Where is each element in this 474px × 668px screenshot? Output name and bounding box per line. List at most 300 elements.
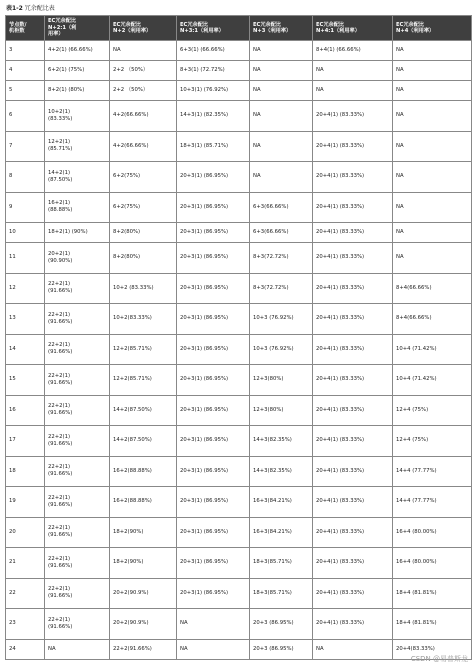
table-body xyxy=(6,41,472,660)
cell-text: 18+3(1) (85.71%) xyxy=(180,142,229,149)
cell-text: (90.90%) xyxy=(48,257,73,264)
ratio-cell xyxy=(393,243,472,274)
column-header-line: 用率） xyxy=(48,31,64,38)
cell-text: NA xyxy=(396,203,404,210)
ratio-cell xyxy=(177,131,250,162)
ratio-cell xyxy=(177,81,250,101)
ratio-cell xyxy=(313,192,393,223)
cell-text: 4+2(66.66%) xyxy=(113,142,149,149)
cell-text: (85.71%) xyxy=(48,146,73,153)
ratio-cell xyxy=(393,456,472,487)
cell-text: 12+3(80%) xyxy=(253,406,284,413)
ratio-cell xyxy=(45,578,110,609)
cell-text: 20+3(1) (86.95%) xyxy=(180,498,229,505)
cell-text: NA xyxy=(253,112,261,119)
cell-text: 20+3(1) (86.95%) xyxy=(180,345,229,352)
ratio-cell xyxy=(393,131,472,162)
ratio-cell xyxy=(393,192,472,223)
ratio-cell xyxy=(393,426,472,457)
ratio-cell xyxy=(177,548,250,579)
caption-label: 表1-2 xyxy=(6,5,23,12)
cell-text: (91.66%) xyxy=(48,410,73,417)
table-row xyxy=(6,395,472,426)
ratio-cell xyxy=(250,395,313,426)
cell-text: 12+2(85.71%) xyxy=(113,345,152,352)
cell-text: 12+2(85.71%) xyxy=(113,376,152,383)
ratio-cell xyxy=(393,81,472,101)
cell-text: 6+3(1) (66.66%) xyxy=(180,47,225,53)
node-count-cell xyxy=(6,81,45,101)
column-header-line: 机柜数 xyxy=(9,28,25,34)
ratio-cell xyxy=(250,41,313,61)
ratio-cell xyxy=(250,243,313,274)
cell-text: 20+3(1) (86.95%) xyxy=(180,467,229,474)
cell-text: (91.66%) xyxy=(48,288,73,295)
cell-text: 3 xyxy=(9,47,13,53)
ratio-cell xyxy=(45,517,110,548)
ratio-cell xyxy=(393,162,472,193)
node-count-cell xyxy=(6,243,45,274)
cell-text: 20+3(1) (86.95%) xyxy=(180,376,229,383)
cell-text: 20+3(1) (86.95%) xyxy=(180,437,229,444)
column-header-2 xyxy=(110,16,177,41)
ratio-cell xyxy=(110,426,177,457)
column-header-line: N+4:1（利用率） xyxy=(316,28,360,34)
ratio-cell xyxy=(250,162,313,193)
ratio-cell xyxy=(110,548,177,579)
ratio-cell xyxy=(45,131,110,162)
cell-text: NA xyxy=(396,173,404,180)
cell-text: (91.66%) xyxy=(48,623,73,630)
node-count-cell xyxy=(6,365,45,396)
cell-text: 20+3(1) (86.95%) xyxy=(180,284,229,291)
ratio-cell xyxy=(45,101,110,132)
cell-text: 8+4(1) (66.66%) xyxy=(316,47,361,53)
cell-text: 16+4 (80.00%) xyxy=(396,559,437,566)
cell-text: 14+2(87.50%) xyxy=(113,406,152,413)
ratio-cell xyxy=(250,639,313,659)
ratio-cell xyxy=(313,162,393,193)
ratio-cell xyxy=(45,365,110,396)
cell-text: 20+4(1) (83.33%) xyxy=(316,203,365,210)
ratio-cell xyxy=(110,304,177,335)
ratio-cell xyxy=(313,304,393,335)
column-header-6 xyxy=(393,16,472,41)
table-caption xyxy=(6,3,55,12)
ratio-cell xyxy=(313,334,393,365)
cell-text: NA xyxy=(396,254,404,261)
cell-text: 20+4(83.33%) xyxy=(396,645,435,652)
ratio-cell xyxy=(313,487,393,518)
node-count-cell xyxy=(6,609,45,640)
cell-text: 20+4(1) (83.33%) xyxy=(316,315,365,322)
ratio-cell xyxy=(110,101,177,132)
cell-text: 20+4(1) (83.33%) xyxy=(316,142,365,149)
cell-text: NA xyxy=(253,47,261,53)
cell-text: (83.33%) xyxy=(48,115,73,122)
cell-text: 10+2(1) xyxy=(48,108,71,115)
ratio-cell xyxy=(393,578,472,609)
ratio-cell xyxy=(177,243,250,274)
ratio-cell xyxy=(110,578,177,609)
ratio-cell xyxy=(393,609,472,640)
node-count-cell xyxy=(6,334,45,365)
ratio-cell xyxy=(250,81,313,101)
cell-text: 6 xyxy=(9,112,13,119)
ratio-cell xyxy=(177,609,250,640)
ratio-cell xyxy=(250,548,313,579)
ratio-cell xyxy=(313,273,393,304)
ratio-cell xyxy=(45,243,110,274)
cell-text: 22+2(1) xyxy=(48,525,71,532)
cell-text: 8+2(1) (80%) xyxy=(48,87,85,93)
node-count-cell xyxy=(6,487,45,518)
node-count-cell xyxy=(6,41,45,61)
cell-text: NA xyxy=(316,645,324,652)
cell-text: (91.66%) xyxy=(48,440,73,447)
ratio-cell xyxy=(250,304,313,335)
table-row xyxy=(6,517,472,548)
cell-text: 9 xyxy=(9,203,13,210)
cell-text: 10+3(1) (76.92%) xyxy=(180,87,229,93)
table-row xyxy=(6,81,472,101)
cell-text: 6+2(75%) xyxy=(113,203,141,210)
cell-text: 18+3(85.71%) xyxy=(253,589,292,596)
ratio-cell xyxy=(250,426,313,457)
cell-text: 20+2(90.9%) xyxy=(113,620,149,627)
node-count-cell xyxy=(6,131,45,162)
ratio-cell xyxy=(313,456,393,487)
cell-text: 20+3(1) (86.95%) xyxy=(180,406,229,413)
ratio-cell xyxy=(45,81,110,101)
cell-text: NA xyxy=(316,87,324,93)
ratio-cell xyxy=(45,223,110,243)
cell-text: 14+2(87.50%) xyxy=(113,437,152,444)
ratio-cell xyxy=(313,243,393,274)
cell-text: 18 xyxy=(9,467,16,474)
redundancy-ratio-table xyxy=(5,15,472,660)
cell-text: 5 xyxy=(9,87,13,93)
table-row xyxy=(6,548,472,579)
table-row xyxy=(6,131,472,162)
cell-text: 10+2 (83.33%) xyxy=(113,284,154,291)
ratio-cell xyxy=(313,223,393,243)
cell-text: 20+3(1) (86.95%) xyxy=(180,203,229,210)
node-count-cell xyxy=(6,578,45,609)
ratio-cell xyxy=(393,41,472,61)
cell-text: (91.66%) xyxy=(48,471,73,478)
table-row xyxy=(6,223,472,243)
ratio-cell xyxy=(313,365,393,396)
ratio-cell xyxy=(313,395,393,426)
node-count-cell xyxy=(6,273,45,304)
cell-text: 20+4(1) (83.33%) xyxy=(316,345,365,352)
table-row xyxy=(6,639,472,659)
cell-text: 22+2(1) xyxy=(48,433,71,440)
cell-text: 20+3(1) (86.95%) xyxy=(180,589,229,596)
cell-text: (91.66%) xyxy=(48,593,73,600)
ratio-cell xyxy=(110,223,177,243)
table-row xyxy=(6,192,472,223)
ratio-cell xyxy=(177,395,250,426)
column-header-line: EC冗余配比 xyxy=(180,21,209,28)
ratio-cell xyxy=(45,395,110,426)
column-header-line: N+3:1（利用率） xyxy=(180,28,224,34)
table-row xyxy=(6,426,472,457)
ratio-cell xyxy=(110,273,177,304)
cell-text: 20+4(1) (83.33%) xyxy=(316,437,365,444)
column-header-line: EC冗余配比 xyxy=(113,21,142,28)
cell-text: 6+2(75%) xyxy=(113,173,141,180)
cell-text: 20+4(1) (83.33%) xyxy=(316,173,365,180)
cell-text: NA xyxy=(253,87,261,93)
table-row xyxy=(6,609,472,640)
cell-text: 20+3(1) (86.95%) xyxy=(180,229,229,235)
cell-text: (91.66%) xyxy=(48,318,73,325)
cell-text: 8 xyxy=(9,173,13,180)
ratio-cell xyxy=(177,426,250,457)
cell-text: 22+2(1) xyxy=(48,494,71,501)
ratio-cell xyxy=(393,517,472,548)
ratio-cell xyxy=(45,639,110,659)
cell-text: 8+2(80%) xyxy=(113,254,141,261)
column-header-0 xyxy=(6,16,45,41)
cell-text: 17 xyxy=(9,437,16,444)
ratio-cell xyxy=(393,395,472,426)
cell-text: NA xyxy=(396,112,404,119)
cell-text: 8+3(72.72%) xyxy=(253,254,289,261)
cell-text: 12+4 (75%) xyxy=(396,406,429,413)
ratio-cell xyxy=(393,304,472,335)
cell-text: 20+4(1) (83.33%) xyxy=(316,559,365,566)
cell-text: 20+3 (86.95%) xyxy=(253,645,294,652)
cell-text: 14+3(1) (82.35%) xyxy=(180,112,229,119)
cell-text: NA xyxy=(113,47,121,53)
table-row xyxy=(6,578,472,609)
cell-text: 14 xyxy=(9,345,16,352)
cell-text: 10 xyxy=(9,229,16,235)
cell-text: 7 xyxy=(9,142,13,149)
cell-text: 16+2(88.88%) xyxy=(113,467,152,474)
ratio-cell xyxy=(177,41,250,61)
column-header-1 xyxy=(45,16,110,41)
cell-text: NA xyxy=(253,142,261,149)
ratio-cell xyxy=(110,365,177,396)
node-count-cell xyxy=(6,517,45,548)
cell-text: 16+3(84.21%) xyxy=(253,498,292,505)
cell-text: 20+4(1) (83.33%) xyxy=(316,229,365,235)
cell-text: 20 xyxy=(9,528,16,535)
ratio-cell xyxy=(393,365,472,396)
csdn-watermark: CSDN @易普斯龙 xyxy=(410,655,468,663)
ratio-cell xyxy=(45,487,110,518)
table-row xyxy=(6,243,472,274)
cell-text: NA xyxy=(253,173,261,180)
ratio-cell xyxy=(177,61,250,81)
table-row xyxy=(6,41,472,61)
ratio-cell xyxy=(250,334,313,365)
cell-text: 2+2 （50%） xyxy=(113,87,149,93)
ratio-cell xyxy=(177,304,250,335)
node-count-cell xyxy=(6,639,45,659)
ratio-cell xyxy=(45,61,110,81)
ratio-cell xyxy=(393,487,472,518)
column-header-5 xyxy=(313,16,393,41)
column-header-line: N+2（利用率） xyxy=(113,28,152,34)
cell-text: 19 xyxy=(9,498,16,505)
cell-text: NA xyxy=(396,229,404,235)
ratio-cell xyxy=(177,223,250,243)
cell-text: NA xyxy=(396,87,404,93)
cell-text: 16+2(1) xyxy=(48,200,71,207)
cell-text: 8+2(80%) xyxy=(113,229,141,235)
ratio-cell xyxy=(110,334,177,365)
caption-title: 冗余配比表 xyxy=(24,5,55,12)
cell-text: 22+2(1) xyxy=(48,372,71,379)
cell-text: NA xyxy=(396,67,404,73)
cell-text: 6+2(1) (75%) xyxy=(48,67,85,73)
ratio-cell xyxy=(110,61,177,81)
cell-text: 12+4 (75%) xyxy=(396,437,429,444)
cell-text: 20+4(1) (83.33%) xyxy=(316,589,365,596)
ratio-cell xyxy=(250,487,313,518)
cell-text: 10+2(83.33%) xyxy=(113,315,152,322)
ratio-cell xyxy=(45,192,110,223)
ratio-cell xyxy=(45,304,110,335)
cell-text: 11 xyxy=(9,254,16,261)
cell-text: 18+2(90%) xyxy=(113,559,144,566)
ratio-cell xyxy=(177,456,250,487)
node-count-cell xyxy=(6,548,45,579)
cell-text: 10+4 (71.42%) xyxy=(396,376,437,383)
table-row xyxy=(6,365,472,396)
cell-text: 20+2(1) xyxy=(48,250,71,257)
cell-text: 10+4 (71.42%) xyxy=(396,345,437,352)
cell-text: 12+3(80%) xyxy=(253,376,284,383)
column-header-line: N+2:1（利 xyxy=(48,24,77,31)
cell-text: 22+2(1) xyxy=(48,464,71,471)
cell-text: 4+2(1) (66.66%) xyxy=(48,47,93,53)
ratio-cell xyxy=(393,334,472,365)
cell-text: 20+4(1) (83.33%) xyxy=(316,284,365,291)
ratio-cell xyxy=(110,639,177,659)
cell-text: 20+3(1) (86.95%) xyxy=(180,315,229,322)
cell-text: 12+2(1) xyxy=(48,139,71,146)
ratio-cell xyxy=(177,487,250,518)
cell-text: 14+4 (77.77%) xyxy=(396,498,437,505)
cell-text: 8+3(72.72%) xyxy=(253,284,289,291)
node-count-cell xyxy=(6,162,45,193)
ratio-cell xyxy=(313,81,393,101)
ratio-cell xyxy=(110,192,177,223)
cell-text: (91.66%) xyxy=(48,349,73,356)
cell-text: 8+4(66.66%) xyxy=(396,284,432,291)
cell-text: 20+4(1) (83.33%) xyxy=(316,376,365,383)
ratio-cell xyxy=(110,609,177,640)
cell-text: (91.66%) xyxy=(48,501,73,508)
cell-text: 15 xyxy=(9,376,16,383)
ratio-cell xyxy=(110,456,177,487)
ratio-cell xyxy=(110,41,177,61)
cell-text: 16+3(84.21%) xyxy=(253,528,292,535)
ratio-cell xyxy=(313,639,393,659)
ratio-cell xyxy=(110,81,177,101)
cell-text: 22 xyxy=(9,589,16,596)
cell-text: 13 xyxy=(9,315,16,322)
cell-text: 20+4(1) (83.33%) xyxy=(316,498,365,505)
column-header-line: N+3（利用率） xyxy=(253,28,292,34)
cell-text: 18+2(90%) xyxy=(113,528,144,535)
table-row xyxy=(6,334,472,365)
node-count-cell xyxy=(6,304,45,335)
ratio-cell xyxy=(177,192,250,223)
table-row xyxy=(6,101,472,132)
cell-text: 20+3(1) (86.95%) xyxy=(180,173,229,180)
cell-text: NA xyxy=(316,67,324,73)
cell-text: (88.88%) xyxy=(48,207,73,214)
ratio-cell xyxy=(313,548,393,579)
node-count-cell xyxy=(6,101,45,132)
cell-text: 18+3(85.71%) xyxy=(253,559,292,566)
ratio-cell xyxy=(45,456,110,487)
table-row xyxy=(6,273,472,304)
ratio-cell xyxy=(110,131,177,162)
cell-text: 22+2(1) xyxy=(48,281,71,288)
cell-text: NA xyxy=(180,645,188,652)
cell-text: 10+3 (76.92%) xyxy=(253,345,294,352)
ratio-cell xyxy=(250,101,313,132)
cell-text: 20+3 (86.95%) xyxy=(253,620,294,627)
cell-text: 20+3(1) (86.95%) xyxy=(180,559,229,566)
node-count-cell xyxy=(6,223,45,243)
table-row xyxy=(6,162,472,193)
cell-text: 14+3(82.35%) xyxy=(253,467,292,474)
ratio-cell xyxy=(177,517,250,548)
column-header-line: EC冗余配比 xyxy=(253,21,282,28)
ratio-cell xyxy=(177,639,250,659)
cell-text: 14+2(1) xyxy=(48,169,71,176)
cell-text: 10+3 (76.92%) xyxy=(253,315,294,322)
column-header-line: EC冗余配比 xyxy=(48,18,77,25)
ratio-cell xyxy=(45,273,110,304)
column-header-line: N+4（利用率） xyxy=(396,28,435,34)
cell-text: (91.66%) xyxy=(48,562,73,569)
ratio-cell xyxy=(250,131,313,162)
cell-text: 12 xyxy=(9,284,16,291)
ratio-cell xyxy=(250,578,313,609)
cell-text: 22+2(1) xyxy=(48,616,71,623)
table-row xyxy=(6,61,472,81)
cell-text: 24 xyxy=(9,645,16,652)
ratio-cell xyxy=(110,395,177,426)
ratio-cell xyxy=(393,101,472,132)
ratio-cell xyxy=(313,101,393,132)
ratio-cell xyxy=(250,517,313,548)
ratio-cell xyxy=(250,365,313,396)
table-row xyxy=(6,487,472,518)
table-row xyxy=(6,304,472,335)
ratio-cell xyxy=(393,273,472,304)
ratio-cell xyxy=(45,162,110,193)
ratio-cell xyxy=(250,61,313,81)
cell-text: (87.50%) xyxy=(48,176,73,183)
cell-text: 2+2 （50%） xyxy=(113,67,149,73)
ratio-cell xyxy=(177,273,250,304)
column-header-line: EC冗余配比 xyxy=(316,21,345,28)
node-count-cell xyxy=(6,395,45,426)
cell-text: 20+4(1) (83.33%) xyxy=(316,254,365,261)
cell-text: 18+4 (81.81%) xyxy=(396,589,437,596)
